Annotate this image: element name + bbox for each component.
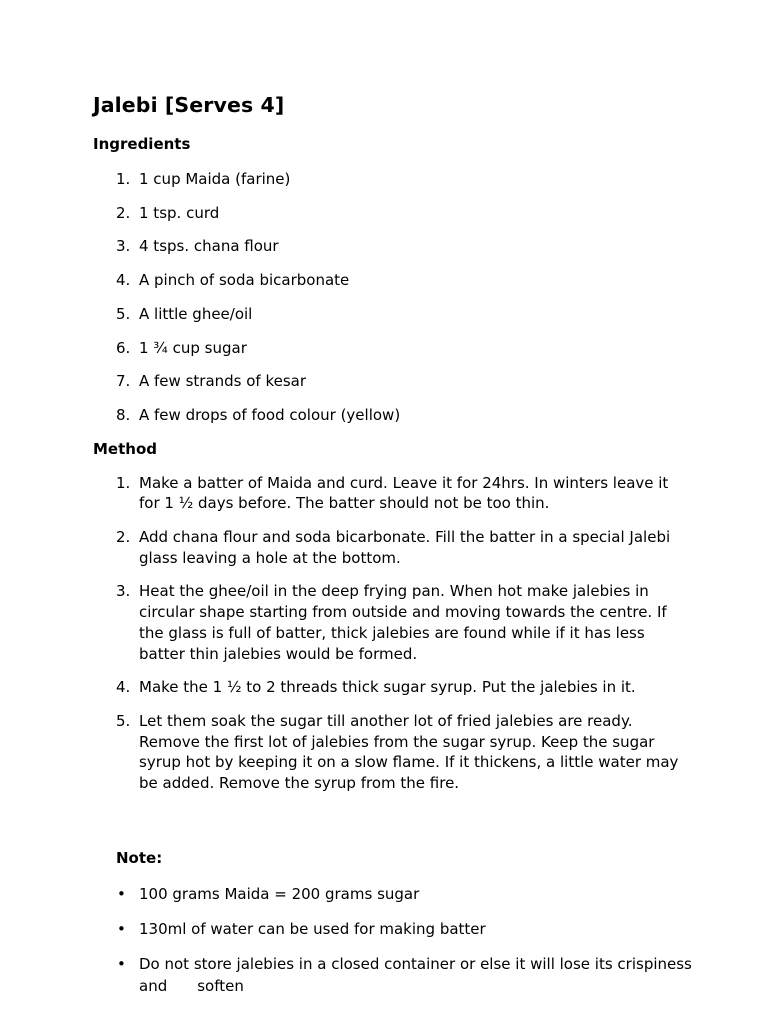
method-step-text: Let them soak the sugar till another lot of fried jalebies are ready. Remove the first lot of jalebies from the sugar syrup. Keep the sugar syrup hot by keeping it on a slow flame. If it thickens, a little water may be added. Remove the syrup from the fire. bbox=[139, 711, 679, 793]
ingredient-number: 2. bbox=[116, 203, 131, 222]
recipe-page bbox=[93, 90, 693, 1010]
method-step-number: 2. bbox=[116, 528, 131, 547]
ingredient-item bbox=[93, 371, 693, 392]
ingredient-item bbox=[93, 203, 693, 224]
bullet-icon: • bbox=[117, 954, 126, 973]
method-step-number: 4. bbox=[116, 678, 131, 697]
ingredient-text: A little ghee/oil bbox=[139, 304, 253, 323]
ingredient-text: 1 cup Maida (farine) bbox=[139, 170, 291, 188]
note-item bbox=[116, 953, 693, 997]
note-text: 130ml of water can be used for making batter bbox=[139, 919, 486, 938]
ingredient-item bbox=[93, 270, 693, 291]
ingredient-item bbox=[93, 405, 693, 426]
ingredient-item bbox=[93, 338, 693, 359]
note-heading: Note: bbox=[116, 848, 163, 867]
ingredient-text: 1 tsp. curd bbox=[139, 203, 220, 222]
method-step bbox=[93, 677, 693, 698]
note-section bbox=[93, 848, 693, 997]
method-step bbox=[93, 581, 693, 664]
note-text-end: soften bbox=[197, 976, 244, 995]
notes-list bbox=[116, 883, 693, 997]
note-item bbox=[116, 918, 693, 940]
ingredient-text: A few drops of food colour (yellow) bbox=[139, 405, 401, 424]
ingredient-number: 4. bbox=[116, 271, 131, 290]
ingredient-number: 6. bbox=[116, 338, 131, 357]
method-step bbox=[93, 473, 693, 514]
ingredient-number: 3. bbox=[116, 237, 131, 256]
recipe-title: Jalebi [Serves 4] bbox=[93, 93, 285, 117]
ingredient-number: 7. bbox=[116, 372, 131, 391]
note-text: Do not store jalebies in a closed container or else it will lose its crispiness and bbox=[139, 954, 692, 995]
ingredient-item bbox=[93, 169, 693, 190]
method-step-text: Make a batter of Maida and curd. Leave it for 24hrs. In winters leave it for 1 ½ days before. The batter should not be too thin. bbox=[139, 473, 669, 513]
method-step-text: Make the 1 ½ to 2 threads thick sugar syrup. Put the jalebies in it. bbox=[139, 678, 636, 697]
ingredients-heading: Ingredients bbox=[93, 135, 191, 153]
ingredient-number: 1. bbox=[116, 170, 131, 188]
ingredient-text: 4 tsps. chana flour bbox=[139, 237, 279, 256]
method-step-number: 5. bbox=[116, 711, 131, 730]
method-step-number: 1. bbox=[116, 473, 131, 492]
method-step-number: 3. bbox=[116, 582, 131, 601]
ingredient-text: A few strands of kesar bbox=[139, 372, 307, 391]
bullet-icon: • bbox=[117, 884, 126, 903]
bullet-icon: • bbox=[117, 919, 126, 938]
ingredients-list bbox=[93, 169, 693, 426]
method-heading: Method bbox=[93, 439, 157, 458]
method-step bbox=[93, 711, 693, 794]
method-step-text: Heat the ghee/oil in the deep frying pan. When hot make jalebies in circular shape starting from outside and moving towards the centre. If the glass is full of batter, thick jalebies are found while if it has less batter thin jalebies would be formed. bbox=[139, 582, 667, 663]
ingredient-number: 8. bbox=[116, 405, 131, 424]
ingredient-text: A pinch of soda bicarbonate bbox=[139, 271, 350, 290]
method-step bbox=[93, 527, 693, 568]
ingredient-text: 1 ¾ cup sugar bbox=[139, 338, 247, 357]
method-list bbox=[93, 473, 693, 794]
note-text: 100 grams Maida = 200 grams sugar bbox=[139, 884, 420, 903]
ingredient-item bbox=[93, 236, 693, 257]
note-item bbox=[116, 883, 693, 905]
ingredient-number: 5. bbox=[116, 304, 131, 323]
ingredient-item bbox=[93, 304, 693, 325]
method-step-text: Add chana flour and soda bicarbonate. Fill the batter in a special Jalebi glass leaving a hole at the bottom. bbox=[139, 528, 671, 567]
